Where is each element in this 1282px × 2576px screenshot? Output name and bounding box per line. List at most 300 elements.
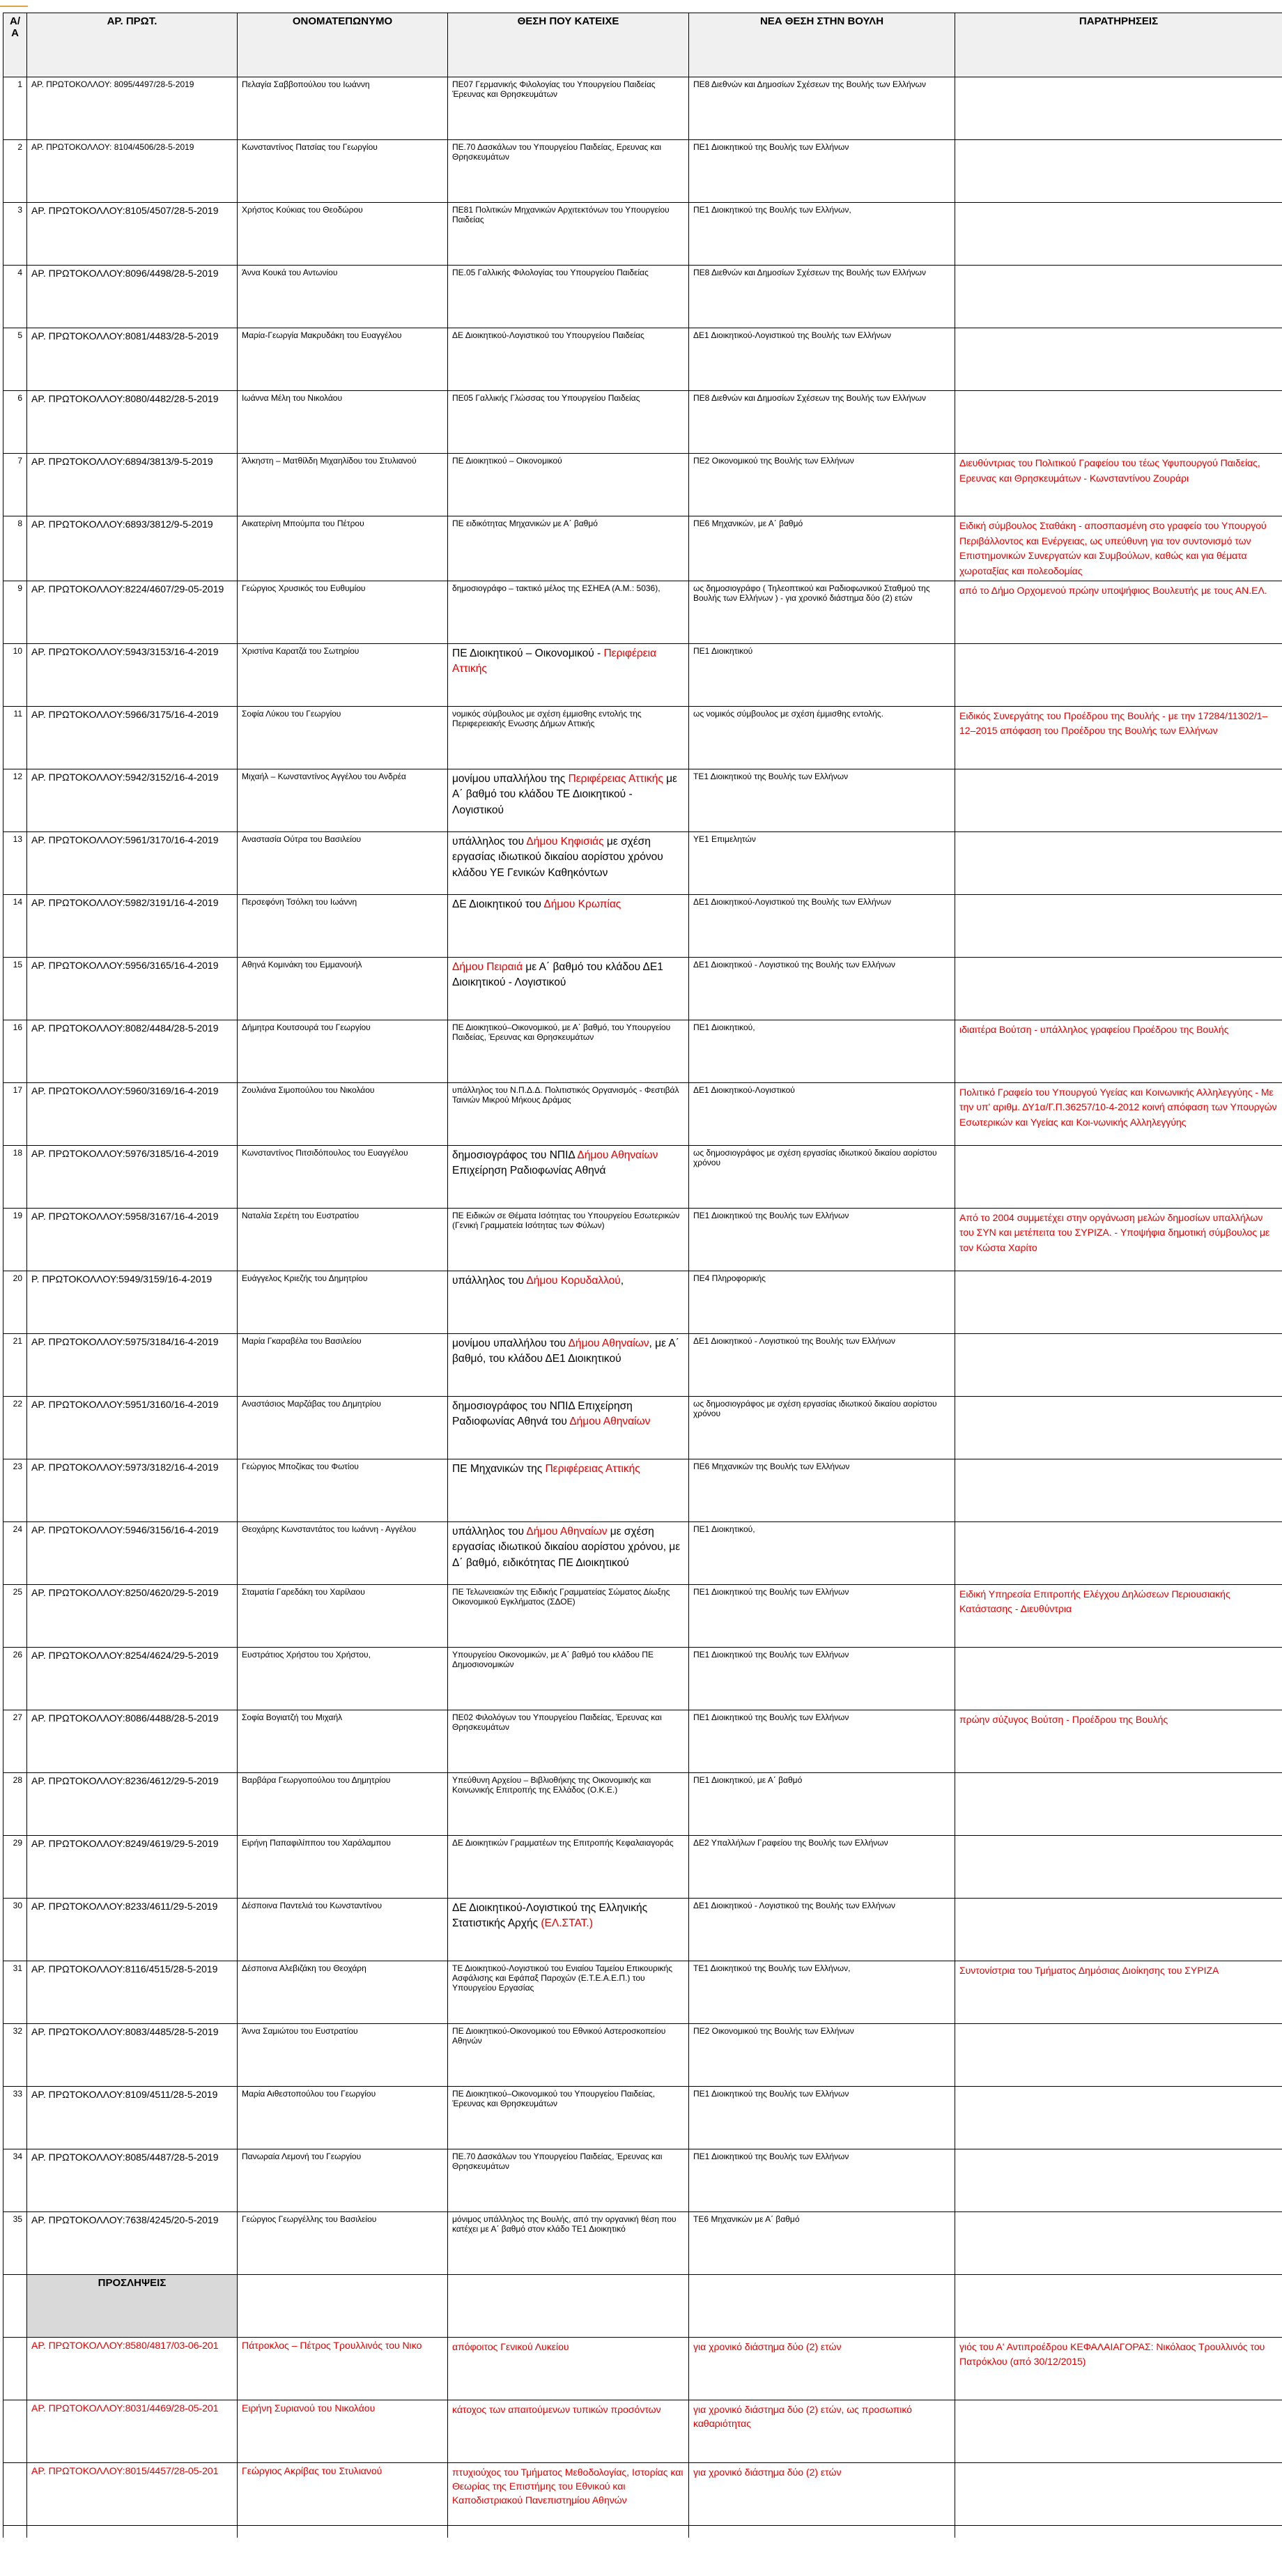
previous-position-tail: , με Α΄ βαθμό, του κλάδου ΔΕ1 Διοικητικού bbox=[452, 1337, 679, 1365]
previous-position-text: δημοσιογράφο – τακτικό μέλος της ΕΣΗΕΑ (Α.Μ.: 5036), bbox=[452, 583, 661, 593]
notes bbox=[955, 643, 1282, 706]
protocol-number: ΑΡ. ΠΡΩΤΟΚΟΛΛΟΥ:5942/3152/16-4-2019 bbox=[27, 769, 238, 831]
new-position: ΠΕ1 Διοικητικού της Βουλής των Ελλήνων bbox=[689, 2149, 955, 2211]
person-name: Κωνσταντίνος Πατσίας του Γεωργίου bbox=[238, 140, 448, 203]
row-number: 27 bbox=[3, 1710, 27, 1772]
notes bbox=[955, 1271, 1282, 1333]
header-name: ΟΝΟΜΑΤΕΠΩΝΥΜΟ bbox=[238, 13, 448, 77]
person-name: Δέσποινα Παντελιά του Κωνσταντίνου bbox=[238, 1898, 448, 1961]
table-row bbox=[3, 1647, 1282, 1710]
table-row bbox=[3, 1082, 1282, 1145]
table-row bbox=[3, 1521, 1282, 1584]
table-row bbox=[3, 454, 1282, 516]
previous-position bbox=[448, 1647, 689, 1710]
previous-position-highlight: (ΕΛ.ΣΤΑΤ.) bbox=[541, 1917, 593, 1930]
previous-position-highlight: Περιφέρειας Αττικής bbox=[545, 1462, 640, 1475]
table-row bbox=[3, 1020, 1282, 1082]
person-name: Σταματία Γαρεδάκη του Χαρίλαου bbox=[238, 1584, 448, 1647]
table-body bbox=[3, 77, 1282, 2275]
previous-position bbox=[448, 831, 689, 894]
previous-position bbox=[448, 140, 689, 203]
table-row bbox=[3, 1961, 1282, 2023]
previous-position-text: ΠΕ.05 Γαλλικής Φιλολογίας του Υπουργείου Παιδείας bbox=[452, 268, 649, 277]
hires-body bbox=[3, 2337, 1282, 2525]
hires-section-title: ΠΡΟΣΛΗΨΕΙΣ bbox=[27, 2274, 238, 2337]
row-number: 23 bbox=[3, 1459, 27, 1521]
previous-position-highlight: Δήμου Αθηναίων bbox=[568, 1337, 649, 1349]
notes bbox=[955, 2023, 1282, 2086]
previous-position bbox=[448, 1835, 689, 1898]
previous-position bbox=[448, 454, 689, 516]
person-name: Μαρία-Γεωργία Μακρυδάκη του Ευαγγέλου bbox=[238, 328, 448, 391]
previous-position-highlight: Δήμου Αθηναίων bbox=[569, 1416, 651, 1428]
new-position: ΤΕ1 Διοικητικού της Βουλής των Ελλήνων, bbox=[689, 1961, 955, 2023]
new-position: ΠΕ1 Διοικητικού της Βουλής των Ελλήνων bbox=[689, 2086, 955, 2149]
row-number: 32 bbox=[3, 2023, 27, 2086]
new-position: ΠΕ1 Διοικητικού της Βουλής των Ελλήνων bbox=[689, 1584, 955, 1647]
table-row bbox=[3, 1333, 1282, 1396]
protocol-number: ΑΡ. ΠΡΩΤΟΚΟΛΛΟΥ:8116/4515/28-5-2019 bbox=[27, 1961, 238, 2023]
person-name: Ευστράτιος Χρήστου του Χρήστου, bbox=[238, 1647, 448, 1710]
notes: Ειδικός Συνεργάτης του Προέδρου της Βουλής - με την 17284/11302/1–12–2015 απόφαση του Προέδρου της Βουλής των Ελλήνων bbox=[955, 706, 1282, 769]
table-row bbox=[3, 266, 1282, 328]
table-row bbox=[3, 1710, 1282, 1772]
notes bbox=[955, 77, 1282, 140]
previous-position bbox=[448, 77, 689, 140]
previous-position-highlight: Δήμου Αθηναίων bbox=[577, 1149, 658, 1161]
table-row bbox=[3, 643, 1282, 706]
person-name: Δέσποινα Αλεβιζάκη του Θεοχάρη bbox=[238, 1961, 448, 2023]
hire-notes: γιός του Α' Αντιπροέδρου ΚΕΦΑΛΑΙΑΓΟΡΑΣ: Νικόλαος Τρουλλινός του Πατρόκλου (από 30/12/2015) bbox=[955, 2337, 1282, 2400]
new-position: ΠΕ1 Διοικητικού bbox=[689, 643, 955, 706]
table-row bbox=[3, 516, 1282, 581]
hire-row bbox=[3, 2400, 1282, 2462]
row-number: 2 bbox=[3, 140, 27, 203]
hire-duration: για χρονικό διάστημα δύο (2) ετών bbox=[689, 2462, 955, 2525]
previous-position-tail: με Α΄ βαθμό του κλάδου ΔΕ1 Διοικητικού - Λογιστικού bbox=[452, 960, 663, 989]
previous-position-text: μονίμου υπαλλήλου της bbox=[452, 772, 569, 785]
protocol-number: ΑΡ. ΠΡΩΤΟΚΟΛΛΟΥ:8109/4511/28-5-2019 bbox=[27, 2086, 238, 2149]
row-number: 31 bbox=[3, 1961, 27, 2023]
header-notes: ΠΑΡΑΤΗΡΗΣΕΙΣ bbox=[955, 13, 1282, 77]
previous-position-text: ΠΕ05 Γαλλικής Γλώσσας του Υπουργείου Παιδείας bbox=[452, 393, 640, 403]
person-name: Σοφία Λύκου του Γεωργίου bbox=[238, 706, 448, 769]
hires-section bbox=[3, 2274, 1282, 2337]
protocol-number: ΑΡ. ΠΡΩΤΟΚΟΛΛΟΥ:5956/3165/16-4-2019 bbox=[27, 957, 238, 1020]
table-row bbox=[3, 581, 1282, 643]
previous-position-tail: με Α΄ βαθμό του κλάδου ΤΕ Διοικητικού - Λογιστικού bbox=[452, 772, 677, 816]
protocol-number: ΑΡ. ΠΡΩΤΟΚΟΛΛΟΥ:7638/4245/20-5-2019 bbox=[27, 2211, 238, 2274]
notes bbox=[955, 2211, 1282, 2274]
person-name: Αναστασία Ούτρα του Βασιλείου bbox=[238, 831, 448, 894]
previous-position bbox=[448, 1584, 689, 1647]
previous-position bbox=[448, 2211, 689, 2274]
row-number: 7 bbox=[3, 454, 27, 516]
person-name: Γεώργιος Χρυσικός του Ευθυμίου bbox=[238, 581, 448, 643]
previous-position-text: ΠΕ81 Πολιτικών Μηχανικών Αρχιτεκτόνων του Υπουργείου Παιδείας bbox=[452, 205, 670, 224]
protocol-number: ΑΡ. ΠΡΩΤΟΚΟΛΛΟΥ:8254/4624/29-5-2019 bbox=[27, 1647, 238, 1710]
transfers-table bbox=[3, 13, 1282, 2538]
notes: Ειδική Υπηρεσία Επιτροπής Ελέγχου Δηλώσεων Περιουσιακής Κατάστασης - Διευθύντρια bbox=[955, 1584, 1282, 1647]
table-row bbox=[3, 894, 1282, 957]
new-position: ΠΕ1 Διοικητικού της Βουλής των Ελλήνων, bbox=[689, 203, 955, 266]
new-position: ΠΕ1 Διοικητικού της Βουλής των Ελλήνων bbox=[689, 1208, 955, 1271]
notes: ιδιαιτέρα Βούτση - υπάλληλος γραφείου Προέδρου της Βουλής bbox=[955, 1020, 1282, 1082]
notes bbox=[955, 1333, 1282, 1396]
protocol-number: ΑΡ. ΠΡΩΤΟΚΟΛΛΟΥ:8236/4612/29-5-2019 bbox=[27, 1772, 238, 1835]
protocol-number: ΑΡ. ΠΡΩΤΟΚΟΛΛΟΥ:8233/4611/29-5-2019 bbox=[27, 1898, 238, 1961]
hire-protocol-number: ΑΡ. ΠΡΩΤΟΚΟΛΛΟΥ:8015/4457/28-05-201 bbox=[27, 2462, 238, 2525]
hire-person-name: Γεώργιος Ακρίβας του Στυλιανού bbox=[238, 2462, 448, 2525]
row-number: 12 bbox=[3, 769, 27, 831]
protocol-number: ΑΡ. ΠΡΩΤΟΚΟΛΛΟΥ:8085/4487/28-5-2019 bbox=[27, 2149, 238, 2211]
previous-position bbox=[448, 706, 689, 769]
new-position: ΤΕ6 Μηχανικών με Α΄ βαθμό bbox=[689, 2211, 955, 2274]
previous-position-text: μονίμου υπαλλήλου του bbox=[452, 1337, 569, 1349]
previous-position bbox=[448, 1082, 689, 1145]
protocol-number: ΑΡ. ΠΡΩΤΟΚΟΛΛΟΥ:6893/3812/9-5-2019 bbox=[27, 516, 238, 581]
previous-position bbox=[448, 1521, 689, 1584]
previous-position-highlight: Δήμου Κηφισιάς bbox=[526, 835, 604, 848]
previous-position-text: ΠΕ Μηχανικών της bbox=[452, 1462, 546, 1475]
person-name: Αικατερίνη Μπούμπα του Πέτρου bbox=[238, 516, 448, 581]
notes bbox=[955, 203, 1282, 266]
hire-duration: για χρονικό διάστημα δύο (2) ετών, ως προσωπικό καθαριότητας bbox=[689, 2400, 955, 2462]
row-number: 6 bbox=[3, 391, 27, 454]
previous-position-text: ΠΕ ειδικότητας Μηχανικών με Α΄ βαθμό bbox=[452, 519, 598, 528]
row-number bbox=[3, 2462, 27, 2525]
table-row bbox=[3, 391, 1282, 454]
trailing-row bbox=[3, 2525, 1282, 2538]
row-number: 30 bbox=[3, 1898, 27, 1961]
notes bbox=[955, 1898, 1282, 1961]
previous-position bbox=[448, 266, 689, 328]
previous-position bbox=[448, 957, 689, 1020]
protocol-number: ΑΡ. ΠΡΩΤΟΚΟΛΛΟΥ:5960/3169/16-4-2019 bbox=[27, 1082, 238, 1145]
table-row bbox=[3, 1835, 1282, 1898]
new-position: ΤΕ1 Διοικητικού της Βουλής των Ελλήνων bbox=[689, 769, 955, 831]
new-position: ΔΕ1 Διοικητικού - Λογιστικού της Βουλής των Ελλήνων bbox=[689, 1333, 955, 1396]
protocol-number: ΑΡ. ΠΡΩΤΟΚΟΛΛΟΥ:8096/4498/28-5-2019 bbox=[27, 266, 238, 328]
spreadsheet bbox=[3, 13, 1282, 2538]
new-position: ΠΕ1 Διοικητικού της Βουλής των Ελλήνων bbox=[689, 1647, 955, 1710]
row-number: 26 bbox=[3, 1647, 27, 1710]
previous-position-text: ΔΕ Διοικητικού του bbox=[452, 898, 544, 910]
hire-row bbox=[3, 2337, 1282, 2400]
previous-position bbox=[448, 2086, 689, 2149]
table-row bbox=[3, 1396, 1282, 1459]
hire-qualification: απόφοιτος Γενικού Λυκείου bbox=[448, 2337, 689, 2400]
protocol-number: ΑΡ. ΠΡΩΤΟΚΟΛΛΟΥ:8105/4507/28-5-2019 bbox=[27, 203, 238, 266]
person-name: Άννα Σαμιώτου του Ευστρατίου bbox=[238, 2023, 448, 2086]
notes bbox=[955, 1459, 1282, 1521]
previous-position bbox=[448, 769, 689, 831]
previous-position bbox=[448, 1145, 689, 1208]
notes bbox=[955, 1521, 1282, 1584]
previous-position-text: ΠΕ Διοικητικού – Οικονομικού - bbox=[452, 647, 604, 659]
person-name: Δήμητρα Κουτσουρά του Γεωργίου bbox=[238, 1020, 448, 1082]
previous-position-highlight: Περιφέρειας Αττικής bbox=[568, 772, 663, 785]
row-number: 17 bbox=[3, 1082, 27, 1145]
protocol-number: ΑΡ. ΠΡΩΤΟΚΟΛΛΟΥ:5973/3182/16-4-2019 bbox=[27, 1459, 238, 1521]
previous-position-text: δημοσιογράφος του ΝΠΙΔ Επιχείρηση Ραδιοφωνίας Αθηνά του bbox=[452, 1400, 633, 1428]
protocol-number: Ρ. ΠΡΩΤΟΚΟΛΛΟΥ:5949/3159/16-4-2019 bbox=[27, 1271, 238, 1333]
row-number: 11 bbox=[3, 706, 27, 769]
header-protocol: ΑΡ. ΠΡΩΤ. bbox=[27, 13, 238, 77]
person-name: Μαρία Αιθεστοπούλου του Γεωργίου bbox=[238, 2086, 448, 2149]
new-position: ΠΕ6 Μηχανικών, με Α΄ βαθμό bbox=[689, 516, 955, 581]
person-name: Περσεφόνη Τσόλκη του Ιωάννη bbox=[238, 894, 448, 957]
new-position: ΠΕ1 Διοικητικού της Βουλής των Ελλήνων bbox=[689, 1710, 955, 1772]
table-row bbox=[3, 2149, 1282, 2211]
row-number: 21 bbox=[3, 1333, 27, 1396]
notes bbox=[955, 831, 1282, 894]
previous-position bbox=[448, 581, 689, 643]
previous-position bbox=[448, 1772, 689, 1835]
person-name: Ναταλία Σερέτη του Ευστρατίου bbox=[238, 1208, 448, 1271]
protocol-number: ΑΡ. ΠΡΩΤΟΚΟΛΛΟΥ:5958/3167/16-4-2019 bbox=[27, 1208, 238, 1271]
previous-position-text: υπάλληλος του Ν.Π.Δ.Δ. Πολιτιστικός Οργανισμός - Φεστιβάλ Ταινιών Μικρού Μήκους Δράμας bbox=[452, 1084, 679, 1105]
notes bbox=[955, 769, 1282, 831]
notes: πρώην σύζυγος Βούτση - Προέδρου της Βουλής bbox=[955, 1710, 1282, 1772]
person-name: Ειρήνη Παπαφιλίππου του Χαράλαμπου bbox=[238, 1835, 448, 1898]
previous-position-tail: με σχέση εργασίας ιδιωτικού δικαίου αορίστου χρόνου κλάδου ΥΕ Γενικών Καθηκόντων bbox=[452, 835, 663, 879]
row-number: 34 bbox=[3, 2149, 27, 2211]
protocol-number: ΑΡ. ΠΡΩΤΟΚΟΛΛΟΥ:5946/3156/16-4-2019 bbox=[27, 1521, 238, 1584]
person-name: Άννα Κουκά του Αντωνίου bbox=[238, 266, 448, 328]
notes bbox=[955, 266, 1282, 328]
previous-position bbox=[448, 1710, 689, 1772]
new-position: ΥΕ1 Επιμελητών bbox=[689, 831, 955, 894]
table-row bbox=[3, 1145, 1282, 1208]
table-row bbox=[3, 769, 1282, 831]
row-number bbox=[3, 2337, 27, 2400]
notes bbox=[955, 2149, 1282, 2211]
person-name: Ευάγγελος Κριεζής του Δημητρίου bbox=[238, 1271, 448, 1333]
new-position: ΠΕ8 Διεθνών και Δημοσίων Σχέσεων της Βουλής των Ελλήνων bbox=[689, 266, 955, 328]
hire-protocol-number: ΑΡ. ΠΡΩΤΟΚΟΛΛΟΥ:8031/4469/28-05-201 bbox=[27, 2400, 238, 2462]
previous-position bbox=[448, 1020, 689, 1082]
row-number: 22 bbox=[3, 1396, 27, 1459]
notes: Ειδική σύμβουλος Σταθάκη - αποσπασμένη στο γραφείο του Υπουργού Περιβάλλοντος και Ενέργειας, ως υπεύθυνη για τον συντονισμό των Επιστημονικών Συνεργατών και Συμβούλων, καθώς και για θέματα χωροταξίας και πολεοδομίας bbox=[955, 516, 1282, 581]
previous-position bbox=[448, 2023, 689, 2086]
row-number: 28 bbox=[3, 1772, 27, 1835]
notes: από το Δήμο Ορχομενού πρώην υποψήφιος Βουλευτής με τους ΑΝ.ΕΛ. bbox=[955, 581, 1282, 643]
previous-position-tail: με σχέση εργασίας ιδιωτικού δικαίου αορίστου χρόνου, με Δ΄ βαθμό, ειδικότητας ΠΕ Διοικητικού bbox=[452, 1525, 681, 1569]
table-row bbox=[3, 140, 1282, 203]
protocol-number: ΑΡ. ΠΡΩΤΟΚΟΛΛΟΥ:5982/3191/16-4-2019 bbox=[27, 894, 238, 957]
table-row bbox=[3, 1898, 1282, 1961]
previous-position-text: ΠΕ Διοικητικού–Οικονομικού του Υπουργείου Παιδείας, Έρευνας και Θρησκευμάτων bbox=[452, 2088, 656, 2108]
protocol-number: ΑΡ. ΠΡΩΤΟΚΟΛΛΟΥ:8250/4620/29-5-2019 bbox=[27, 1584, 238, 1647]
table-row bbox=[3, 1772, 1282, 1835]
row-number: 13 bbox=[3, 831, 27, 894]
new-position: ΔΕ1 Διοικητικού-Λογιστικού της Βουλής των Ελλήνων bbox=[689, 894, 955, 957]
new-position: ΠΕ4 Πληροφορικής bbox=[689, 1271, 955, 1333]
section-cell bbox=[3, 2274, 27, 2337]
person-name: Χρήστος Κούκιας του Θεοδώρου bbox=[238, 203, 448, 266]
row-number: 1 bbox=[3, 77, 27, 140]
hire-person-name: Πάτροκλος – Πέτρος Τρουλλινός του Νικο bbox=[238, 2337, 448, 2400]
new-position: ΠΕ2 Οικονομικού της Βουλής των Ελλήνων bbox=[689, 2023, 955, 2086]
protocol-number: ΑΡ. ΠΡΩΤΟΚΟΛΛΟΥ:5975/3184/16-4-2019 bbox=[27, 1333, 238, 1396]
previous-position-highlight: Δήμου Κορυδαλλού bbox=[526, 1274, 621, 1287]
previous-position bbox=[448, 1961, 689, 2023]
previous-position bbox=[448, 1459, 689, 1521]
protocol-number: ΑΡ. ΠΡΩΤΟΚΟΛΛΟΥ:8249/4619/29-5-2019 bbox=[27, 1835, 238, 1898]
row-number: 24 bbox=[3, 1521, 27, 1584]
protocol-number: ΑΡ. ΠΡΩΤΟΚΟΛΛΟΥ:6894/3813/9-5-2019 bbox=[27, 454, 238, 516]
row-number: 18 bbox=[3, 1145, 27, 1208]
previous-position bbox=[448, 643, 689, 706]
protocol-number: ΑΡ. ΠΡΩΤΟΚΟΛΛΟΥ: 8104/4506/28-5-2019 bbox=[27, 140, 238, 203]
row-number: 5 bbox=[3, 328, 27, 391]
notes bbox=[955, 328, 1282, 391]
new-position: ΠΕ1 Διοικητικού, bbox=[689, 1521, 955, 1584]
hire-row bbox=[3, 2462, 1282, 2525]
notes bbox=[955, 1145, 1282, 1208]
new-position: ΠΕ6 Μηχανικών της Βουλής των Ελλήνων bbox=[689, 1459, 955, 1521]
previous-position bbox=[448, 328, 689, 391]
protocol-number: ΑΡ. ΠΡΩΤΟΚΟΛΛΟΥ:5961/3170/16-4-2019 bbox=[27, 831, 238, 894]
person-name: Αθηνά Κομινάκη του Εμμανουήλ bbox=[238, 957, 448, 1020]
previous-position-text: ΠΕ.70 Δασκάλων του Υπουργείου Παιδείας, Ερευνας και Θρησκευμάτων bbox=[452, 142, 661, 162]
new-position: ΔΕ1 Διοικητικού-Λογιστικού της Βουλής των Ελλήνων bbox=[689, 328, 955, 391]
previous-position bbox=[448, 1208, 689, 1271]
notes bbox=[955, 1835, 1282, 1898]
previous-position-text: νομικός σύμβουλος με σχέση έμμισθης εντολής της Περιφερειακής Ενωσης Δήμων Αττικής bbox=[452, 708, 642, 728]
person-name: Ζουλιάνα Σιμοπούλου του Νικολάου bbox=[238, 1082, 448, 1145]
notes bbox=[955, 1772, 1282, 1835]
sheet-corner-marker bbox=[0, 0, 28, 7]
header-aa: Α/Α bbox=[3, 13, 27, 77]
previous-position-text: ΠΕ07 Γερμανικής Φιλολογίας του Υπουργείου Παιδείας Έρευνας και Θρησκευμάτων bbox=[452, 79, 656, 99]
previous-position-text: ΠΕ02 Φιλολόγων του Υπουργείου Παιδείας, Έρευνας και Θρησκευμάτων bbox=[452, 1712, 662, 1732]
table-row bbox=[3, 1459, 1282, 1521]
previous-position-highlight: Δήμου Αθηναίων bbox=[526, 1525, 608, 1538]
previous-position-text: ΠΕ Τελωνειακών της Ειδικής Γραμματείας Σώματος Δίωξης Οικονομικού Εγκλήματος (ΣΔΟΕ) bbox=[452, 1586, 670, 1607]
header-row bbox=[3, 13, 1282, 77]
notes: Συντονίστρια του Τμήματος Δημόσιας Διοίκησης του ΣΥΡΙΖΑ bbox=[955, 1961, 1282, 2023]
previous-position-text: Υπουργείου Οικονομικών, με Α΄ βαθμό του κλάδου ΠΕ Δημοσιονομικών bbox=[452, 1649, 654, 1669]
section-cell bbox=[689, 2274, 955, 2337]
previous-position-text: ΔΕ Διοικητικού-Λογιστικού του Υπουργείου Παιδείας bbox=[452, 330, 644, 340]
new-position: ΠΕ1 Διοικητικού, bbox=[689, 1020, 955, 1082]
protocol-number: ΑΡ. ΠΡΩΤΟΚΟΛΛΟΥ:5976/3185/16-4-2019 bbox=[27, 1145, 238, 1208]
person-name: Μαρία Γκαραβέλα του Βασιλείου bbox=[238, 1333, 448, 1396]
previous-position-text: υπάλληλος του bbox=[452, 1525, 527, 1538]
protocol-number: ΑΡ. ΠΡΩΤΟΚΟΛΛΟΥ: 8095/4497/28-5-2019 bbox=[27, 77, 238, 140]
new-position: ως νομικός σύμβουλος με σχέση έμμισθης εντολής. bbox=[689, 706, 955, 769]
previous-position-tail: , bbox=[620, 1274, 624, 1287]
row-number: 3 bbox=[3, 203, 27, 266]
previous-position-tail: Επιχείρηση Ραδιοφωνίας Αθηνά bbox=[452, 1165, 606, 1177]
notes bbox=[955, 1396, 1282, 1459]
person-name: Θεοχάρης Κωνσταντάτος του Ιωάννη - Αγγέλου bbox=[238, 1521, 448, 1584]
previous-position-text: ΔΕ Διοικητικού-Λογιστικού της Ελληνικής Στατιστικής Αρχής bbox=[452, 1901, 648, 1930]
protocol-number: ΑΡ. ΠΡΩΤΟΚΟΛΛΟΥ:5943/3153/16-4-2019 bbox=[27, 643, 238, 706]
notes bbox=[955, 140, 1282, 203]
row-number: 19 bbox=[3, 1208, 27, 1271]
previous-position-text: ΔΕ Διοικητικών Γραμματέων της Επιτροπής Κεφαλαιαγοράς bbox=[452, 1837, 674, 1848]
previous-position bbox=[448, 894, 689, 957]
new-position: ΠΕ1 Διοικητικού, με Α΄ βαθμό bbox=[689, 1772, 955, 1835]
person-name: Άλκηστη – Ματθίλδη Μιχαηλίδου του Στυλιανού bbox=[238, 454, 448, 516]
new-position: ΔΕ1 Διοικητικού - Λογιστικού της Βουλής των Ελλήνων bbox=[689, 957, 955, 1020]
previous-position-text: μόνιμος υπάλληλος της Βουλής, από την οργανική θέση που κατέχει με Α΄ βαθμό στον κλάδο ΤΕ1 Διοικητικό bbox=[452, 2214, 677, 2234]
new-position: ΠΕ2 Οικονομικού της Βουλής των Ελλήνων bbox=[689, 454, 955, 516]
section-cell bbox=[448, 2274, 689, 2337]
hire-duration: για χρονικό διάστημα δύο (2) ετών bbox=[689, 2337, 955, 2400]
person-name: Πελαγία Σαββοπούλου του Ιωάννη bbox=[238, 77, 448, 140]
previous-position bbox=[448, 1271, 689, 1333]
notes: Διευθύντριας του Πολιτικού Γραφείου του τέως Υφυπουργού Παιδείας, Ερευνας και Θρησκευμάτων - Κωνσταντίνου Ζουράρι bbox=[955, 454, 1282, 516]
hire-notes bbox=[955, 2400, 1282, 2462]
previous-position-text: ΠΕ Διοικητικού-Οικονομικού του Εθνικού Αστεροσκοπείου Αθηνών bbox=[452, 2025, 666, 2046]
table-row bbox=[3, 1584, 1282, 1647]
table-row bbox=[3, 2211, 1282, 2274]
notes bbox=[955, 1647, 1282, 1710]
notes bbox=[955, 391, 1282, 454]
section-cell bbox=[955, 2274, 1282, 2337]
new-position: ΔΕ1 Διοικητικού - Λογιστικού της Βουλής των Ελλήνων bbox=[689, 1898, 955, 1961]
previous-position-text: ΠΕ Διοικητικού – Οικονομικού bbox=[452, 456, 562, 466]
person-name: Βαρβάρα Γεωργοπούλου του Δημητρίου bbox=[238, 1772, 448, 1835]
person-name: Γεώργιος Γεωργέλλης του Βασιλείου bbox=[238, 2211, 448, 2274]
previous-position-text: υπάλληλος του bbox=[452, 1274, 527, 1287]
row-number: 10 bbox=[3, 643, 27, 706]
new-position: ΔΕ2 Υπαλλήλων Γραφείου της Βουλής των Ελλήνων bbox=[689, 1835, 955, 1898]
table-row bbox=[3, 2086, 1282, 2149]
row-number: 15 bbox=[3, 957, 27, 1020]
previous-position bbox=[448, 203, 689, 266]
person-name: Πανωραία Λεμονή του Γεωργίου bbox=[238, 2149, 448, 2211]
table-row bbox=[3, 706, 1282, 769]
person-name: Κωνσταντίνος Πιτσιδόπουλος του Ευαγγέλου bbox=[238, 1145, 448, 1208]
protocol-number: ΑΡ. ΠΡΩΤΟΚΟΛΛΟΥ:8086/4488/28-5-2019 bbox=[27, 1710, 238, 1772]
row-number: 9 bbox=[3, 581, 27, 643]
person-name: Χριστίνα Καρατζά του Σωτηρίου bbox=[238, 643, 448, 706]
table-row bbox=[3, 328, 1282, 391]
new-position: ως δημοσιογράφος με σχέση εργασίας ιδιωτικού δικαίου αορίστου χρόνου bbox=[689, 1145, 955, 1208]
row-number: 35 bbox=[3, 2211, 27, 2274]
protocol-number: ΑΡ. ΠΡΩΤΟΚΟΛΛΟΥ:8224/4607/29-05-2019 bbox=[27, 581, 238, 643]
new-position: ως δημοσιογράφο ( Τηλεοπτικού και Ραδιοφωνικού Σταθμού της Βουλής των Ελλήνων ) - για χρονικό διάστημα δύο (2) ετών bbox=[689, 581, 955, 643]
protocol-number: ΑΡ. ΠΡΩΤΟΚΟΛΛΟΥ:5951/3160/16-4-2019 bbox=[27, 1396, 238, 1459]
previous-position bbox=[448, 1898, 689, 1961]
table-row bbox=[3, 957, 1282, 1020]
person-name: Ιωάννα Μέλη του Νικολάου bbox=[238, 391, 448, 454]
previous-position-highlight: Δήμου Κρωπίας bbox=[543, 898, 621, 910]
protocol-number: ΑΡ. ΠΡΩΤΟΚΟΛΛΟΥ:8083/4485/28-5-2019 bbox=[27, 2023, 238, 2086]
previous-position bbox=[448, 1333, 689, 1396]
previous-position-text: ΠΕ.70 Δασκάλων του Υπουργείου Παιδείας, Έρευνας και Θρησκευμάτων bbox=[452, 2151, 663, 2171]
row-number: 33 bbox=[3, 2086, 27, 2149]
table-row bbox=[3, 77, 1282, 140]
previous-position bbox=[448, 391, 689, 454]
header-new-position: ΝΕΑ ΘΕΣΗ ΣΤΗΝ ΒΟΥΛΗ bbox=[689, 13, 955, 77]
person-name: Αναστάσιος Μαρζάβας του Δημητρίου bbox=[238, 1396, 448, 1459]
notes: Από το 2004 συμμετέχει στην οργάνωση μελών δημοσίων υπαλλήλων του ΣΥΝ και μετέπειτα του ΣΥΡΙΖΑ. - Υποψήφια δημοτική σύμβουλος με τον Κώστα Χαρίτο bbox=[955, 1208, 1282, 1271]
previous-position-text: ΠΕ Διοικητικού–Οικονομικού, με Α΄ βαθμό, του Υπουργείου Παιδείας, Έρευνας και Θρησκευμάτων bbox=[452, 1022, 671, 1042]
section-cell bbox=[238, 2274, 448, 2337]
previous-position-text: ΠΕ Ειδικών σε Θέματα Ισότητας του Υπουργείου Εσωτερικών (Γενική Γραμματεία Ισότητας των Φύλων) bbox=[452, 1210, 680, 1230]
protocol-number: ΑΡ. ΠΡΩΤΟΚΟΛΛΟΥ:8081/4483/28-5-2019 bbox=[27, 328, 238, 391]
notes: Πολιτικό Γραφείο του Υπουργού Υγείας και Κοινωνικής Αλληλεγγύης - Με την υπ' αριθμ. ΔΥ1α/Γ.Π.36257/10-4-2012 κοινή απόφαση των Υπουργών Εσωτερικών και Υγείας και Κοι-νωνικής Αλληλεγγύης bbox=[955, 1082, 1282, 1145]
person-name: Σοφία Βογιατζή του Μιχαήλ bbox=[238, 1710, 448, 1772]
hire-qualification: κάτοχος των απαιτούμενων τυπικών προσόντων bbox=[448, 2400, 689, 2462]
previous-position bbox=[448, 1396, 689, 1459]
